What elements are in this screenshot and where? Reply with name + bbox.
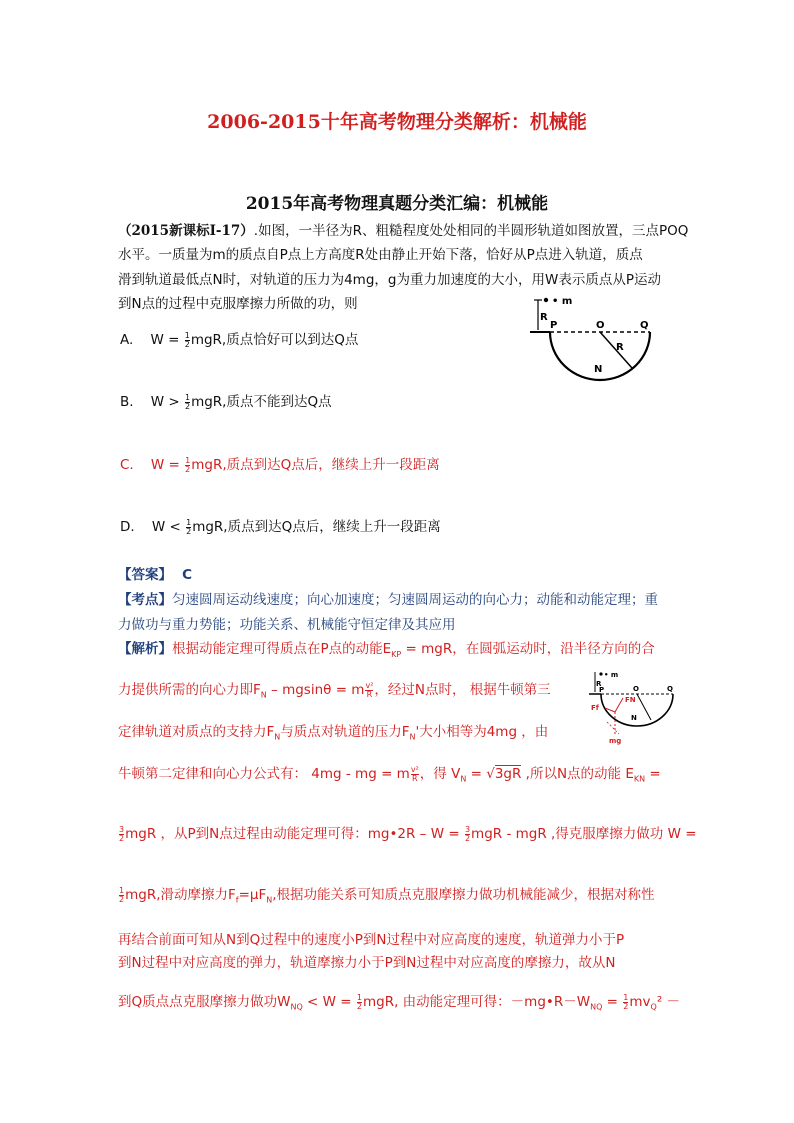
jiexi-line-9: 到Q质点点克服摩擦力做功$W_{NQ} < W$ = $\frac{1}{2}$ mgR, 由动能定理可得：$-mg•R-W_{NQ}$ = $\frac{1}{2}$ $mv_Q^2$ －	[118, 992, 681, 1012]
svg-text:Ff: Ff	[591, 704, 599, 712]
label-q: Q	[640, 320, 649, 331]
label-r1: R	[540, 312, 548, 323]
kaodian-line-2: 力做功与重力势能；功能关系、机械能守恒定律及其应用	[118, 617, 456, 633]
label-r2: R	[616, 342, 624, 353]
jiexi-line-7: 再结合前面可知从N到Q过程中的速度小P到N过程中对应高度的速度，轨道弹力小于P	[118, 932, 625, 948]
label-m: • m	[552, 296, 573, 307]
question-line-4: 到N点的过程中克服摩擦力所做的功，则	[118, 296, 358, 312]
label-p: P	[550, 320, 558, 331]
svg-text:R: R	[596, 680, 602, 688]
svg-text:Q: Q	[667, 685, 673, 693]
svg-text:FN: FN	[625, 696, 636, 704]
question-line-3: 滑到轨道最低点N时，对轨道的压力为4mg，g为重力加速度的大小，用W表示质点从P运动	[118, 272, 661, 288]
jiexi-line-4: 牛顿第二定律和向心力公式有： 4mg - mg = m $\frac{\text{v²}}{R}$ ，得 $V_N = √3gR$ ,所以N点的动能 $E_{KN}$ =	[118, 764, 661, 784]
jiexi-line-3: 定律轨道对质点的支持力$F_N$与质点对轨道的压力$F_N'$大小相等为4mg ，由	[118, 724, 549, 742]
svg-text:N: N	[631, 714, 637, 722]
main-title: 2006-2015十年高考物理分类解析：机械能	[207, 111, 587, 133]
sub-title: 2015年高考物理真题分类汇编：机械能	[245, 194, 549, 214]
track-diagram	[520, 290, 670, 390]
answer: 【答案】 C	[118, 567, 193, 583]
jiexi-line-2: 力提供所需的向心力即$F_N - mgsin\theta = m$ $\frac{\text{v²}}{R}$ ，经过N点时， 根据牛顿第三	[118, 680, 551, 700]
jiexi-line-1: 【解析】根据动能定理可得质点在P点的动能$E_{KP}$ = mgR，在圆弧运动时，沿半径方向的合	[118, 641, 655, 660]
question-source: （2015新课标Ⅰ-17）	[118, 223, 254, 239]
label-o: O	[596, 320, 605, 331]
option-a: A. W = $\frac{1}{2}$ mgR,质点恰好可以到达Q点	[120, 330, 359, 349]
question-line-1: （2015新课标Ⅰ-17）.如图，一半径为R、粗糙程度处处相同的半圆形轨道如图放置，三点POQ	[118, 223, 689, 239]
option-d: D. W < $\frac{1}{2}$ mgR,质点到达Q点后，继续上升一段距离	[120, 517, 441, 536]
svg-text:mg: mg	[609, 737, 622, 745]
kaodian-line-1: 【考点】匀速圆周运动线速度；向心加速度；匀速圆周运动的向心力；动能和动能定理；重	[118, 592, 658, 608]
label-n: N	[594, 364, 603, 375]
force-diagram	[585, 668, 685, 746]
svg-text:• m: • m	[604, 671, 619, 679]
svg-text:P: P	[599, 686, 605, 694]
jiexi-line-5: $\frac{3}{2}$ mgR ，从P到N点过程由动能定理可得：mg•2R – W = $\frac{3}{2}$ mgR - mgR ,得克服摩擦力做功 W =	[119, 824, 697, 843]
question-line-2: 水平。一质量为m的质点自P点上方高度R处由静止开始下落，恰好从P点进入轨道，质点	[118, 247, 643, 263]
svg-text:O: O	[633, 685, 639, 693]
jiexi-line-6: $\frac{1}{2}$ mgR,滑动摩擦力$F_f=\mu F_N$,根据功能关系可知质点克服摩擦力做功机械能减少，根据对称性	[119, 885, 655, 905]
jiexi-line-8: 到N过程中对应高度的弹力，轨道摩擦力小于P到N过程中对应高度的摩擦力，故从N	[118, 955, 616, 971]
option-b: B. W > $\frac{1}{2}$ mgR,质点不能到达Q点	[120, 392, 332, 411]
option-c: C. W = $\frac{1}{2}$ mgR,质点到达Q点后，继续上升一段距离	[120, 455, 440, 474]
